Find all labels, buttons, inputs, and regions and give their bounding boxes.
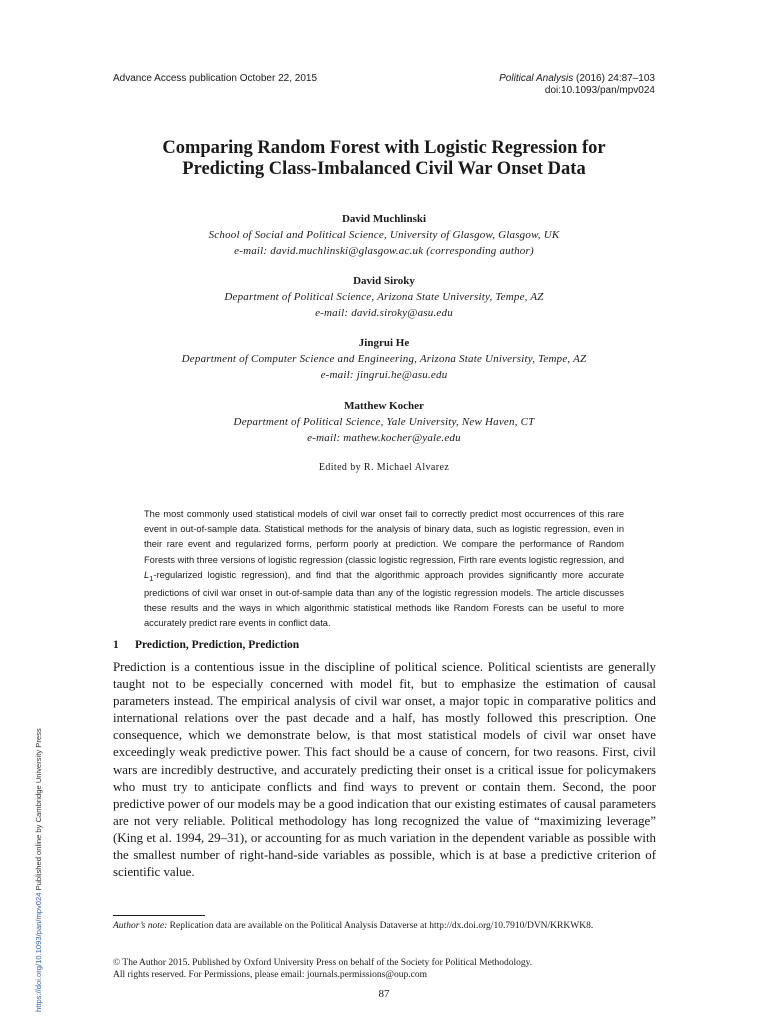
copyright-notice: © The Author 2015. Published by Oxford University Press on behalf of the Society for Political Methodology. All rights reserved. For Permissions, please email: journals.permissions@oup.com — [113, 958, 533, 980]
author-footnote — [113, 920, 656, 933]
footnote-divider — [113, 915, 205, 916]
math-subscript: 1 — [149, 573, 154, 583]
journal-citation — [499, 73, 655, 97]
author-block — [80, 398, 688, 446]
author-block — [80, 273, 688, 321]
author-name: Matthew Kocher — [344, 400, 424, 412]
publication-date: Advance Access publication October 22, 2015 — [113, 73, 318, 84]
journal-name: Political Analysis — [499, 73, 574, 84]
author-block — [80, 335, 688, 383]
doi-link[interactable]: https://doi.org/10.1093/pan/mpv024 — [34, 892, 43, 1012]
side-watermark — [34, 312, 43, 1012]
published-note: Published online by Cambridge University Press — [34, 728, 43, 893]
author-email[interactable]: e-mail: jingrui.he@asu.edu — [320, 369, 448, 381]
author-email[interactable]: e-mail: david.muchlinski@glasgow.ac.uk (corresponding author) — [234, 245, 534, 257]
journal-volume: (2016) 24:87–103 — [576, 73, 655, 84]
author-affiliation: School of Social and Political Science, University of Glasgow, Glasgow, UK — [208, 229, 560, 241]
section-heading — [113, 639, 299, 651]
author-affiliation: Department of Political Science, Arizona State University, Tempe, AZ — [224, 291, 544, 303]
author-affiliation: Department of Computer Science and Engineering, Arizona State University, Tempe, AZ — [181, 353, 587, 365]
author-email[interactable]: e-mail: mathew.kocher@yale.edu — [307, 432, 461, 444]
abstract: The most commonly used statistical models of civil war onset fail to correctly predict most occurrences of this rare event in out-of-sample data. Statistical methods for the analysis of binary data, such as logistic regression, even in their rare event and regularized forms, perform poorly at prediction. We compare the performance of Random Forests with three versions of logistic regression (classic logistic regression, Firth rare events logistic regression, and $L_1$-regularized logistic regression), and find that the algorithmic approach provides significantly more accurate predictions of civil war onset in out-of-sample data than any of the logistic regression models. The article discusses these results and the ways in which algorithmic statistical methods like Random Forests can be useful to more accurately predict rare events in conflict data. — [144, 509, 624, 629]
author-name: David Muchlinski — [341, 213, 427, 225]
author-block — [80, 211, 688, 259]
page-number: 87 — [378, 988, 390, 1000]
math-variable: L — [144, 569, 150, 580]
doi: doi:10.1093/pan/mpv024 — [544, 85, 655, 96]
footnote-text: Replication data are available on the Political Analysis Dataverse at http://dx.doi.org/10.7910/DVN/KRKWK8. — [167, 921, 594, 931]
paper-title: Comparing Random Forest with Logistic Regression for Predicting Class-Imbalanced Civil War Onset Data — [162, 138, 606, 179]
body-paragraph: Prediction is a contentious issue in the discipline of political science. Political scientists are generally taught not to be especially concerned with model fit, but to emphasize the estimation of causal parameters instead. The empirical analysis of civil war onset, a major topic in comparative politics and international relations over the past decade and a half, has mostly followed this prescription. One consequence, which we demonstrate below, is that most statistical models of civil war onset have exceedingly weak predictive power. This fact should be a cause of concern, for two reasons. First, civil wars are incredibly destructive, and accurately predicting their onset is a critical issue for policymakers who must try to anticipate conflicts and find ways to prevent or contain them. Second, the poor predictive power of our models may be a good indication that our existing estimates of causal parameters are not very reliable. Political methodology has long recognized the value of “maximizing leverage” (King et al. 1994, 29–31), or accounting for as much variation in the dependent variable as possible with the smallest number of right-hand-side variables as possible, which is at base a predictive criterion of scientific value. — [113, 660, 656, 880]
footnote-label: Author’s note: — [113, 921, 168, 931]
section-title: Prediction, Prediction, Prediction — [135, 639, 300, 651]
section-number: 1 — [113, 639, 119, 651]
editor-note: Edited by R. Michael Alvarez — [318, 462, 450, 473]
author-name: David Siroky — [353, 275, 415, 287]
author-affiliation: Department of Political Science, Yale University, New Haven, CT — [233, 416, 535, 428]
author-name: Jingrui He — [358, 337, 410, 349]
author-email[interactable]: e-mail: david.siroky@asu.edu — [315, 307, 453, 319]
